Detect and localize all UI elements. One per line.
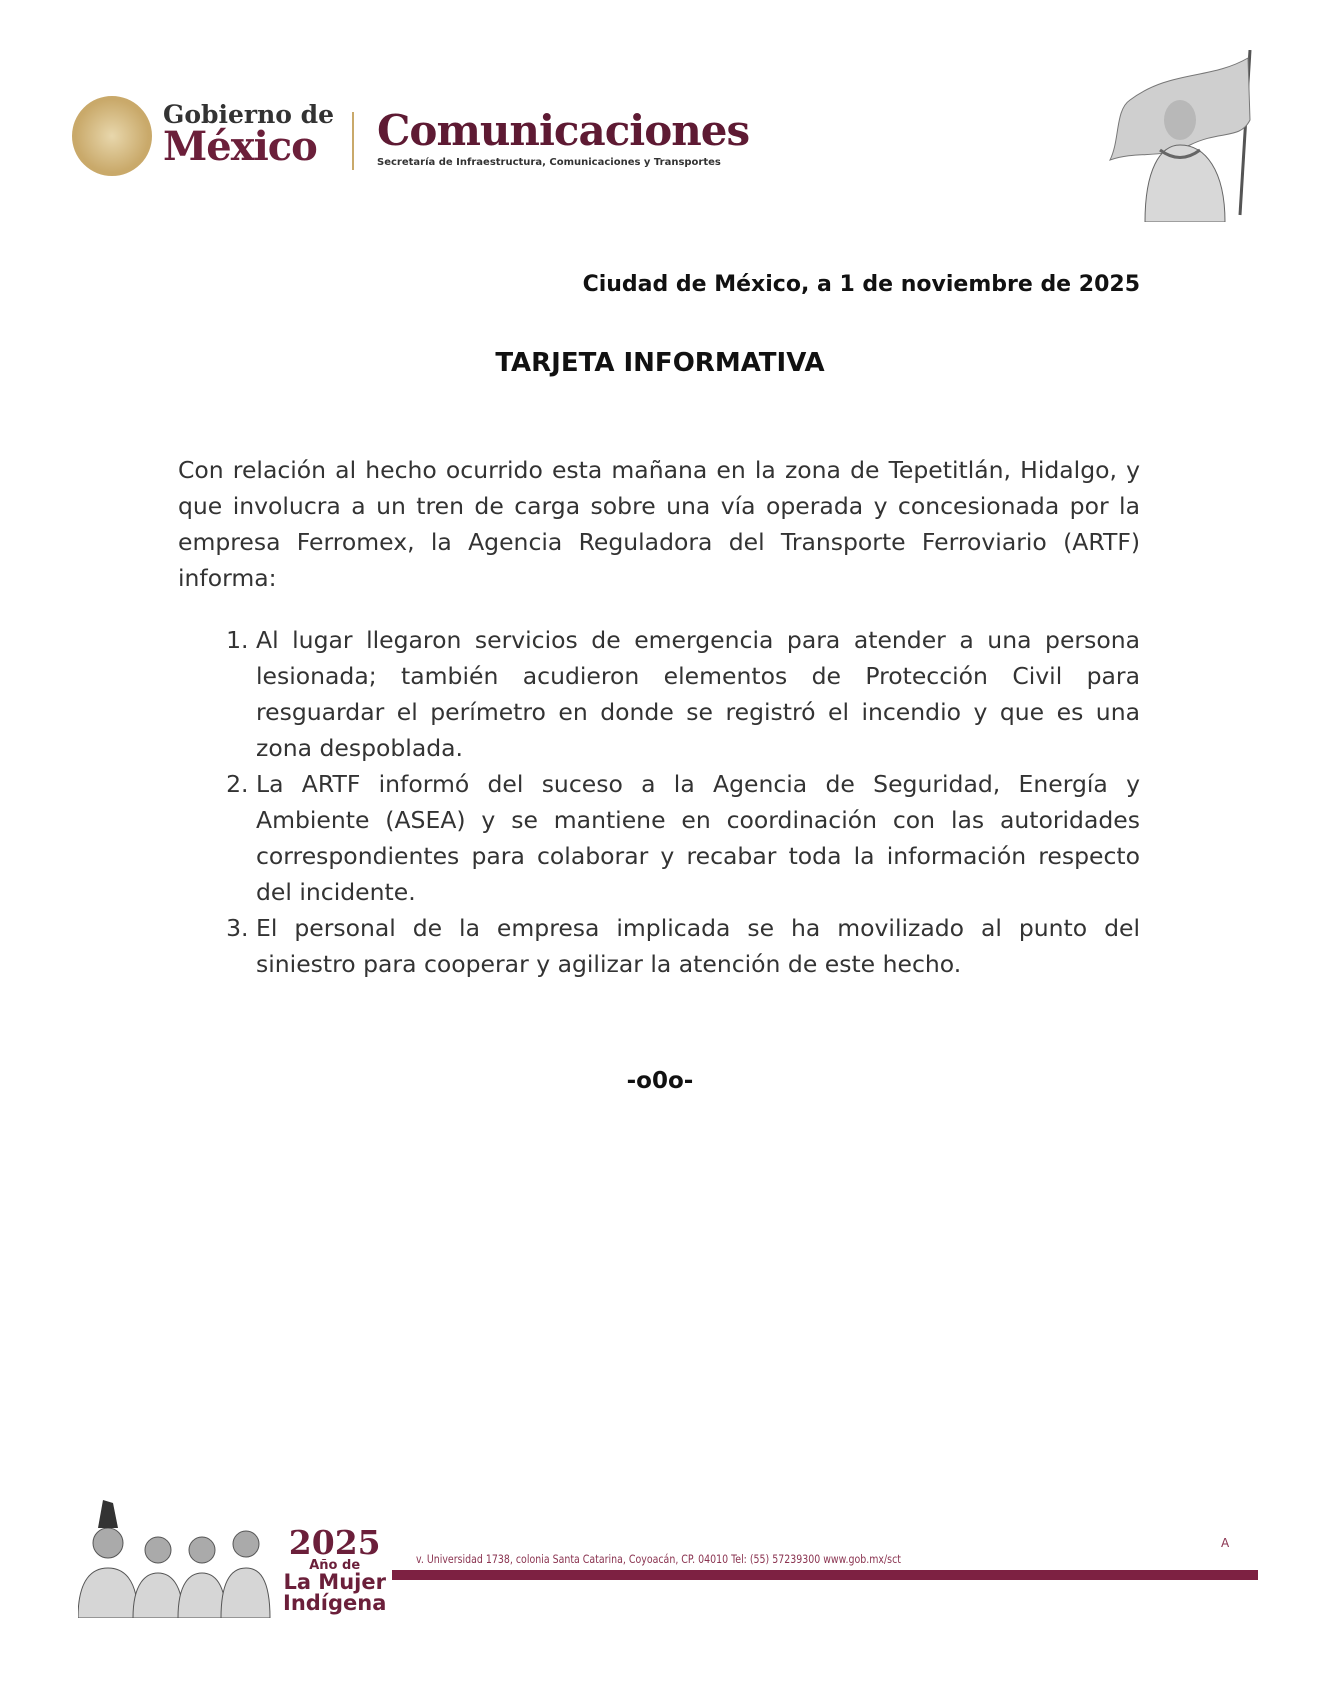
date-line: Ciudad de México, a 1 de noviembre de 2025 <box>582 272 1140 297</box>
year: 2025 <box>288 1523 381 1562</box>
theme-line-1: La Mujer <box>283 1570 386 1594</box>
theme-line-2: Indígena <box>283 1591 387 1615</box>
dept-subtitle: Secretaría de Infraestructura, Comunicaciones y Transportes <box>377 157 721 168</box>
footer-bar <box>392 1570 1258 1580</box>
gobierno-de-mexico-logo <box>163 100 335 170</box>
woman-with-flag-illustration <box>1100 50 1265 222</box>
document-body <box>178 452 1140 982</box>
closing-mark: -o0o- <box>626 1068 694 1094</box>
footer-mark: A <box>1221 1536 1230 1550</box>
indigenous-women-illustration <box>78 1498 288 1618</box>
intro-paragraph: Con relación al hecho ocurrido esta mañana en la zona de Tepetitlán, Hidalgo, y que involucra a un tren de carga sobre una vía operada y concesionada por la empresa Ferromex, la Agencia Reguladora del Transporte Ferroviario (ARTF) informa: <box>178 456 1140 592</box>
list-item: 3. El personal de la empresa implicada se ha movilizado al punto del siniestro para cooperar y agilizar la atención de este hecho. <box>256 910 1140 982</box>
year-of-indigenous-woman-logo <box>283 1523 387 1615</box>
list-item: 2. La ARTF informó del suceso a la Agencia de Seguridad, Energía y Ambiente (ASEA) y se mantiene en coordinación con las autoridades correspondientes para colaborar y recabar toda la información respecto del incidente. <box>256 766 1140 910</box>
info-list <box>178 622 1140 982</box>
list-item: 1. Al lugar llegaron servicios de emergencia para atender a una persona lesionada; también acudieron elementos de Protección Civil para resguardar el perímetro en donde se registró el incendio y que es una zona despoblada. <box>256 622 1140 766</box>
dept-name: Comunicaciones <box>377 106 750 155</box>
coat-of-arms-seal <box>72 96 152 176</box>
logo-line-2: México <box>163 123 317 170</box>
logo-divider <box>352 112 354 170</box>
year-label: Año de <box>309 1558 361 1573</box>
comunicaciones-logo <box>377 106 750 168</box>
logo-line-1: Gobierno de <box>163 100 335 129</box>
document-title: TARJETA INFORMATIVA <box>495 348 825 378</box>
footer-address: v. Universidad 1738, colonia Santa Catarina, Coyoacán, CP. 04010 Tel: (55) 57239300 www.gob.mx/sct <box>416 1552 901 1566</box>
